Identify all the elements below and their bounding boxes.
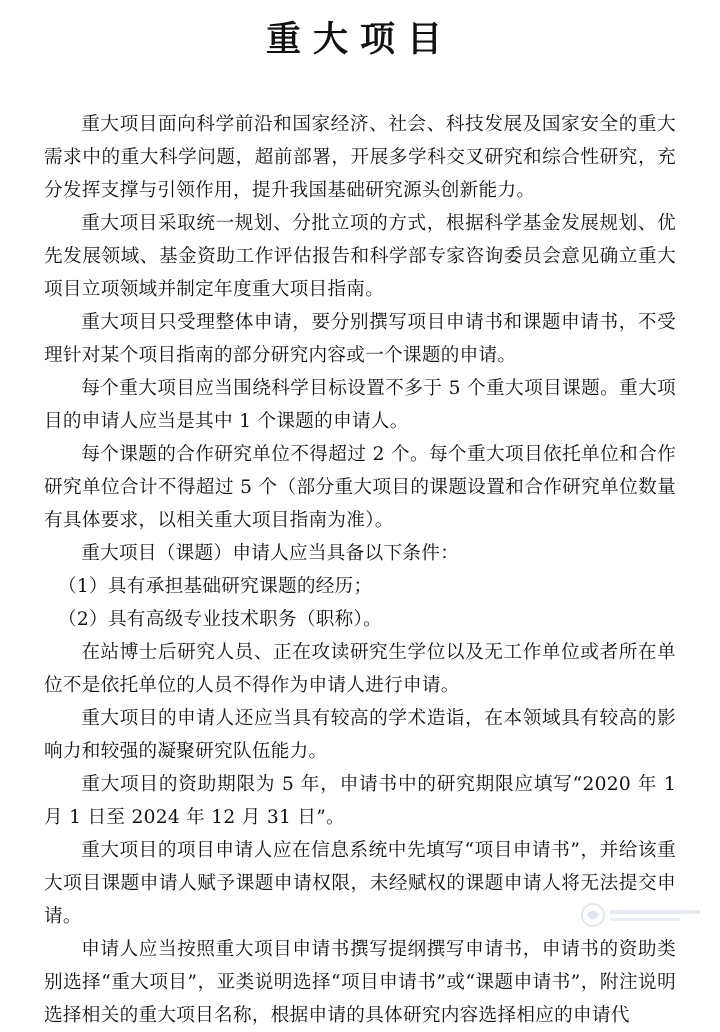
condition-item-2: （2）具有高级专业技术职务（职称）。	[58, 609, 383, 630]
condition-item-1: （1）具有承担基础研究课题的经历；	[58, 576, 373, 597]
paragraph-planning: 重大项目采取统一规划、分批立项的方式，根据科学基金发展规划、优先发展领域、基金资助工作评估报告和科学部专家咨询委员会意见确立重大项目立项领域并制定年度重大项目指南。	[44, 213, 676, 300]
paragraph-ineligible: 在站博士后研究人员、正在攻读研究生学位以及无工作单位或者所在单位不是依托单位的人员不得作为申请人进行申请。	[44, 642, 676, 696]
paragraph-application-scope: 重大项目只受理整体申请，要分别撰写项目申请书和课题申请书，不受理针对某个项目指南的部分研究内容或一个课题的申请。	[44, 312, 676, 366]
document-title: 重大项目	[265, 20, 454, 60]
paragraph-intro: 重大项目面向科学前沿和国家经济、社会、科技发展及国家安全的重大需求中的重大科学问题，超前部署，开展多学科交叉研究和综合性研究，充分发挥支撑与引领作用，提升我国基础研究源头创新能力。	[44, 114, 676, 201]
paragraph-funding-period: 重大项目的资助期限为 5 年，申请书中的研究期限应填写“2020 年 1 月 1 日至 2024 年 12 月 31 日”。	[44, 774, 676, 828]
paragraph-writing-guide: 申请人应当按照重大项目申请书撰写提纲撰写申请书，申请书的资助类别选择“重大项目”，亚类说明选择“项目申请书”或“课题申请书”，附注说明选择相关的重大项目名称，根据申请的具体研究内容选择相应的申请代	[44, 939, 676, 1026]
paragraph-expertise: 重大项目的申请人还应当具有较高的学术造诣，在本领域具有较高的影响力和较强的凝聚研究队伍能力。	[44, 708, 676, 762]
watermark-logo-icon	[578, 900, 708, 930]
paragraph-conditions: 重大项目（课题）申请人应当具备以下条件：	[81, 543, 460, 564]
paragraph-partner-units: 每个课题的合作研究单位不得超过 2 个。每个重大项目依托单位和合作研究单位合计不得超过 5 个（部分重大项目的课题设置和合作研究单位数量有具体要求，以相关重大项目指南为准）。	[44, 444, 676, 531]
paragraph-subprojects: 每个重大项目应当围绕科学目标设置不多于 5 个重大项目课题。重大项目的申请人应当是其中 1 个课题的申请人。	[44, 378, 676, 432]
paragraph-system-entry: 重大项目的项目申请人应在信息系统中先填写“项目申请书”，并给该重大项目课题申请人赋予课题申请权限，未经赋权的课题申请人将无法提交申请。	[44, 840, 676, 927]
